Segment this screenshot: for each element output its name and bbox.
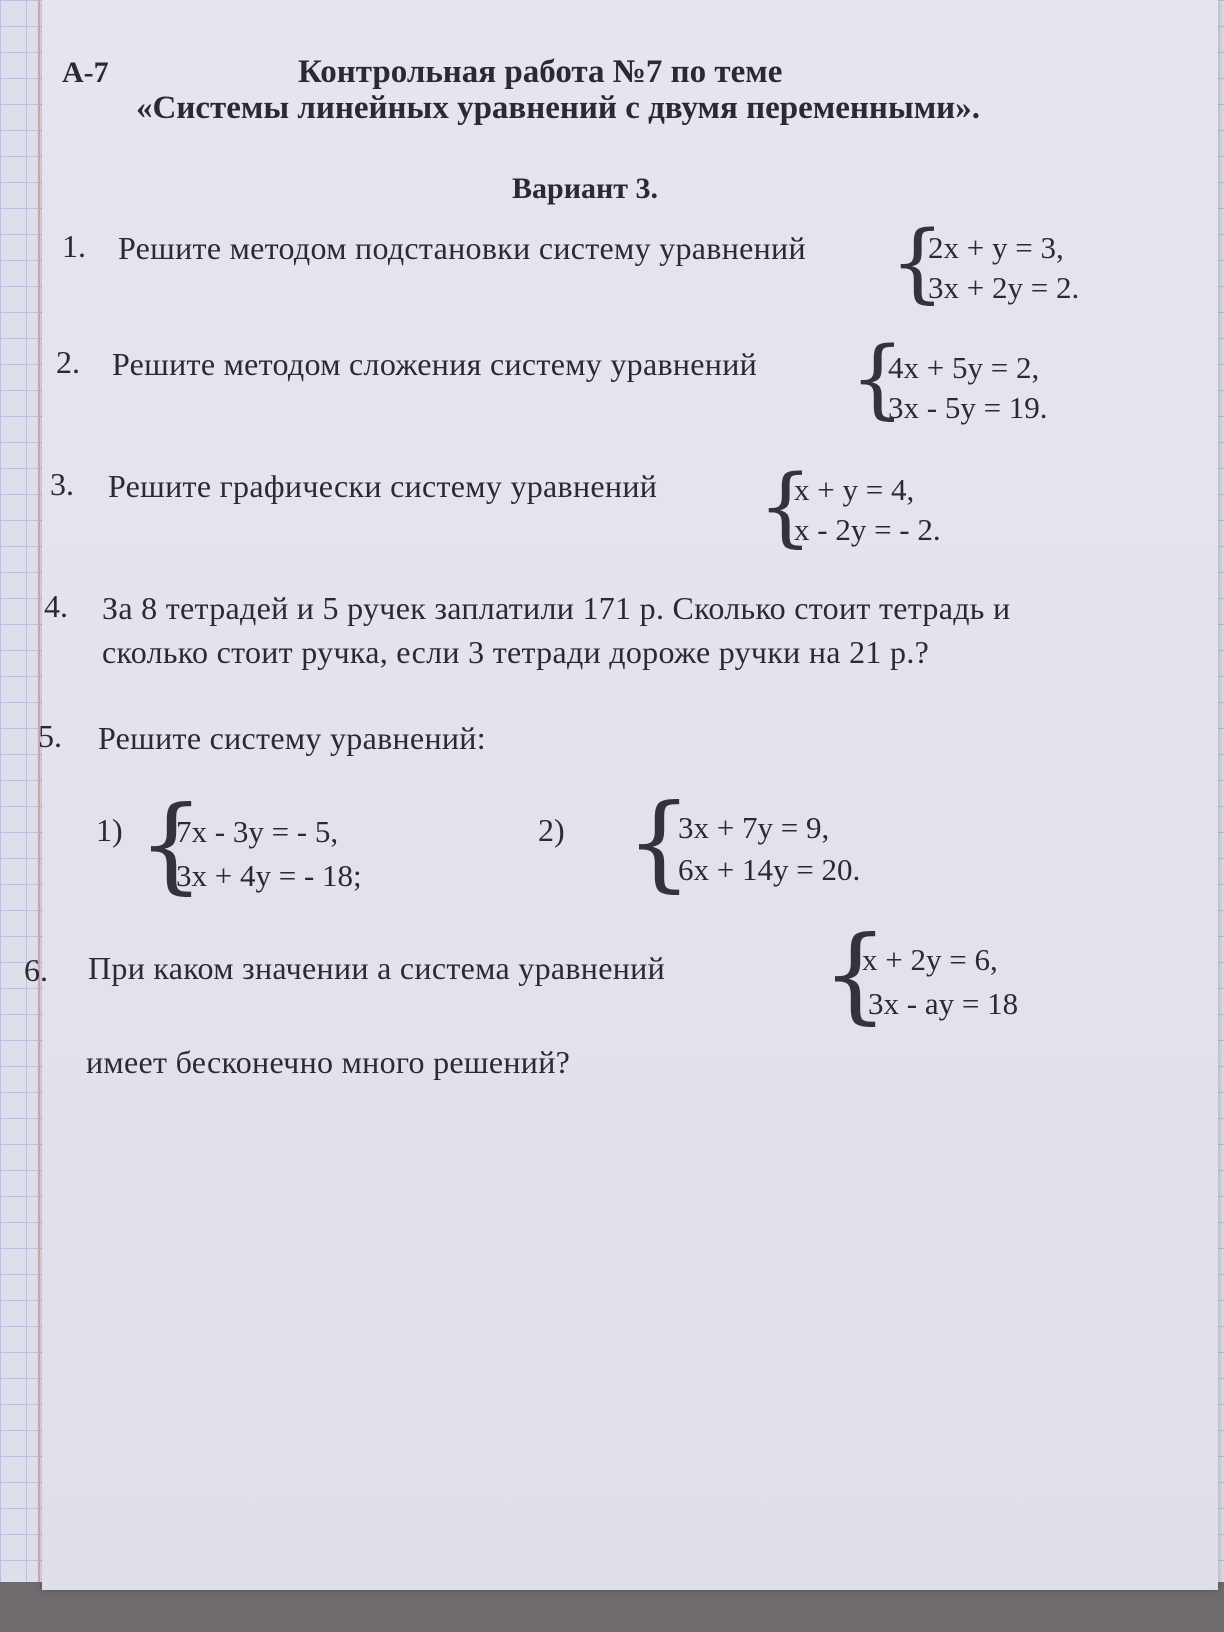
test-sheet (24, 0, 1218, 1590)
task-5-sub-1-brace: { (138, 783, 205, 905)
task-2-equation-2: 3x - 5y = 19. (888, 390, 1048, 425)
task-2-number: 2. (56, 344, 80, 380)
task-5-sub-2-label: 2) (538, 812, 565, 848)
task-3-brace: { (758, 457, 813, 557)
test-title-line1: Контрольная работа №7 по теме (298, 54, 783, 90)
task-5-sub-1-equation-1: 7x - 3y = - 5, (176, 814, 339, 849)
task-1-equation-1: 2x + y = 3, (928, 230, 1064, 265)
task-2-brace: { (850, 329, 905, 429)
notebook-margin-line (38, 0, 40, 1632)
task-6-equation-2: 3x - ay = 18 (868, 986, 1019, 1021)
task-5-sub-1-equation-2: 3x + 4y = - 18; (176, 858, 362, 893)
task-2-text: Решите методом сложения систему уравнений (112, 346, 758, 382)
task-6-text-line2: имеет бесконечно много решений? (86, 1044, 571, 1080)
task-3-equation-1: x + y = 4, (794, 472, 915, 507)
task-4-text-line1: За 8 тетрадей и 5 ручек заплатили 171 р. Сколько стоит тетрадь и (102, 590, 1011, 626)
task-5-text: Решите систему уравнений: (98, 720, 486, 756)
task-1-text: Решите методом подстановки систему уравнений (118, 230, 806, 266)
task-5-sub-2-equation-1: 3x + 7y = 9, (678, 810, 830, 845)
task-5-sub-1-label: 1) (96, 812, 123, 848)
task-4-text-line2: сколько стоит ручка, если 3 тетради дороже ручки на 21 р.? (102, 634, 930, 670)
variant-heading: Вариант 3. (512, 172, 659, 205)
task-6-equation-1: x + 2y = 6, (862, 942, 998, 977)
test-title-line2: «Системы линейных уравнений с двумя переменными». (136, 90, 980, 126)
task-1-number: 1. (62, 228, 86, 264)
test-code: А-7 (62, 56, 109, 89)
task-6-text: При каком значении a система уравнений (88, 950, 665, 986)
task-1-brace: { (890, 213, 945, 313)
task-5-number: 5. (38, 718, 62, 754)
task-1-equation-2: 3x + 2y = 2. (928, 270, 1080, 305)
task-4-number: 4. (44, 588, 68, 624)
task-5-sub-2-equation-2: 6x + 14y = 20. (678, 852, 861, 887)
task-3-number: 3. (50, 466, 74, 502)
task-3-equation-2: x - 2y = - 2. (794, 512, 941, 547)
task-3-text: Решите графически систему уравнений (108, 468, 658, 504)
task-5-sub-2-brace: { (626, 781, 693, 903)
task-2-equation-1: 4x + 5y = 2, (888, 350, 1040, 385)
task-6-number: 6. (24, 952, 48, 988)
task-6-brace: { (822, 913, 889, 1035)
